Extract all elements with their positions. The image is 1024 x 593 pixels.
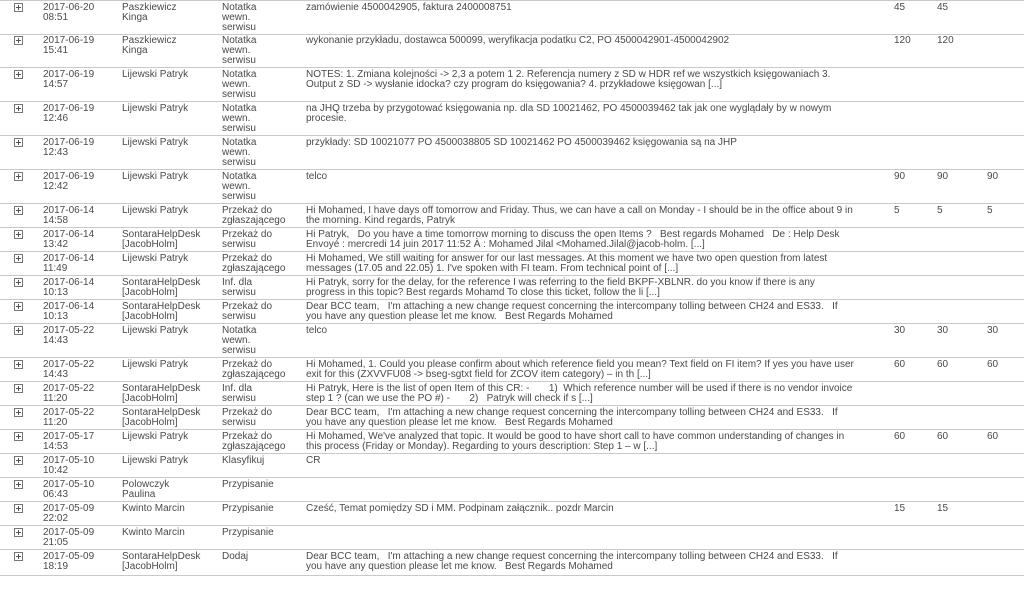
entry-user: Lijewski Patryk <box>122 359 189 370</box>
expand-plus-icon[interactable] <box>14 480 23 489</box>
entry-date: 2017-06-19 12:46 <box>43 103 95 124</box>
entry-date: 2017-05-10 06:43 <box>43 479 95 500</box>
entry-time-1: 60 <box>894 359 906 370</box>
entry-description: wykonanie przykładu, dostawca 500099, weryfikacja podatku C2, PO 4500042901-4500042902 <box>306 35 730 46</box>
entry-description: Dear BCC team, I'm attaching a new change request concerning the intercompany tolling between CH24 and ES33. If you have any question please let me know. Best Regards Mohamed <box>306 551 838 572</box>
entry-type: Dodaj <box>222 551 249 562</box>
entry-type: Klasyfikuj <box>222 455 265 466</box>
expand-plus-icon[interactable] <box>14 70 23 79</box>
entry-date: 2017-06-19 15:41 <box>43 35 95 56</box>
entry-time-3: 60 <box>987 359 999 370</box>
entry-description: Cześć, Temat pomiędzy SD i MM. Podpinam załącznik.. pozdr Marcin <box>306 503 614 514</box>
entry-user: Lijewski Patryk <box>122 253 189 264</box>
entry-date: 2017-05-10 10:42 <box>43 455 95 476</box>
entry-user: SontaraHelpDesk [JacobHolm] <box>122 301 201 322</box>
entry-user: Lijewski Patryk <box>122 69 189 80</box>
entry-date: 2017-05-09 18:19 <box>43 551 95 572</box>
entry-user: Paszkiewicz Kinga <box>122 2 177 23</box>
entry-date: 2017-06-14 13:42 <box>43 229 95 250</box>
entry-type: Przekaż do zgłaszającego <box>222 359 286 380</box>
entry-type: Inf. dla serwisu <box>222 277 256 298</box>
entry-user: Lijewski Patryk <box>122 137 189 148</box>
entry-date: 2017-05-22 11:20 <box>43 383 95 404</box>
entry-type: Notatka wewn. serwisu <box>222 325 257 356</box>
expand-plus-icon[interactable] <box>14 456 23 465</box>
entry-user: Lijewski Patryk <box>122 103 189 114</box>
entry-user: SontaraHelpDesk [JacobHolm] <box>122 229 201 250</box>
entry-user: SontaraHelpDesk [JacobHolm] <box>122 277 201 298</box>
expand-plus-icon[interactable] <box>14 230 23 239</box>
entry-description: telco <box>306 325 328 336</box>
table-row <box>0 430 1024 454</box>
entry-time-1: 60 <box>894 431 906 442</box>
entry-date: 2017-05-09 22:02 <box>43 503 95 524</box>
entry-type: Przypisanie <box>222 503 274 514</box>
expand-plus-icon[interactable] <box>14 432 23 441</box>
entry-description: Hi Patryk, Do you have a time tomorrow morning to discuss the open Items ? Best regards Mohamed De : Help Desk Envoyé : mercredi 14 juin 2017 11:52 À : Mohamed Jilal <Mohamed.Jilal@jacob-holm. [...] <box>306 229 840 250</box>
entry-user: Lijewski Patryk <box>122 431 189 442</box>
table-row <box>0 478 1024 502</box>
table-row <box>0 454 1024 478</box>
entry-time-2: 90 <box>937 171 949 182</box>
table-row <box>0 252 1024 276</box>
entry-type: Przekaż do zgłaszającego <box>222 431 286 452</box>
entry-date: 2017-06-14 11:49 <box>43 253 95 274</box>
entry-user: Kwinto Marcin <box>122 503 185 514</box>
entry-date: 2017-05-22 11:20 <box>43 407 95 428</box>
expand-plus-icon[interactable] <box>14 504 23 513</box>
entry-date: 2017-06-19 12:43 <box>43 137 95 158</box>
entry-user: Lijewski Patryk <box>122 205 189 216</box>
entry-time-2: 30 <box>937 325 949 336</box>
entry-date: 2017-06-14 10:13 <box>43 301 95 322</box>
entry-date: 2017-06-14 10:13 <box>43 277 95 298</box>
entry-description: Dear BCC team, I'm attaching a new change request concerning the intercompany tolling between CH24 and ES33. If you have any question please let me know. Best Regards Mohamed <box>306 301 838 322</box>
entry-type: Przekaż do serwisu <box>222 229 273 250</box>
table-row <box>0 136 1024 170</box>
entry-date: 2017-05-09 21:05 <box>43 527 95 548</box>
entry-time-3: 90 <box>987 171 999 182</box>
table-row <box>0 502 1024 526</box>
entry-user: Kwinto Marcin <box>122 527 185 538</box>
expand-plus-icon[interactable] <box>14 3 23 12</box>
table-row <box>0 34 1024 68</box>
entry-type: Notatka wewn. serwisu <box>222 137 257 168</box>
expand-plus-icon[interactable] <box>14 408 23 417</box>
entry-type: Przypisanie <box>222 527 274 538</box>
entry-time-3: 60 <box>987 431 999 442</box>
entry-description: Hi Patryk, sorry for the delay, for the reference I was referring to the field BKPF-XBLNR. do you know if there is any progress in this topic? Best regards Mohamd To close this ticket, follow the li [...] <box>306 277 815 298</box>
entry-time-2: 60 <box>937 359 949 370</box>
entry-description: NOTES: 1. Zmiana kolejności -> 2,3 a potem 1 2. Referencja numery z SD w HDR ref we wszystkich księgowaniach 3. Output z SD -> wysłanie idocka? czy program do księgowania? 4. przykładowe księgowan [...] <box>306 69 831 90</box>
entry-user: SontaraHelpDesk [JacobHolm] <box>122 407 201 428</box>
entry-type: Przekaż do serwisu <box>222 407 273 428</box>
entry-user: Lijewski Patryk <box>122 455 189 466</box>
entry-description: zamówienie 4500042905, faktura 2400008751 <box>306 2 512 13</box>
table-row <box>0 102 1024 136</box>
entry-description: przykłady: SD 10021077 PO 4500038805 SD 10021462 PO 4500039462 księgowania są na JHP <box>306 137 737 148</box>
entry-time-3: 30 <box>987 325 999 336</box>
expand-plus-icon[interactable] <box>14 302 23 311</box>
expand-plus-icon[interactable] <box>14 172 23 181</box>
entry-time-1: 5 <box>894 205 900 216</box>
entry-description: Dear BCC team, I'm attaching a new change request concerning the intercompany tolling between CH24 and ES33. If you have any question please let me know. Best Regards Mohamed <box>306 407 838 428</box>
entry-type: Przekaż do zgłaszającego <box>222 205 286 226</box>
entry-type: Notatka wewn. serwisu <box>222 171 257 202</box>
expand-plus-icon[interactable] <box>14 360 23 369</box>
table-row <box>0 406 1024 430</box>
table-row <box>0 228 1024 252</box>
entry-time-1: 90 <box>894 171 906 182</box>
entry-user: Polowczyk Paulina <box>122 479 170 500</box>
entry-type: Przypisanie <box>222 479 274 490</box>
entry-description: Hi Mohamed, We've analyzed that topic. It would be good to have short call to have common understanding of changes in this process (Friday or Monday). Regarding to yours description: Step 1 – w [...] <box>306 431 845 452</box>
entry-type: Przekaż do serwisu <box>222 301 273 322</box>
entry-date: 2017-06-19 12:42 <box>43 171 95 192</box>
entry-date: 2017-06-20 08:51 <box>43 2 95 23</box>
entry-time-1: 120 <box>894 35 911 46</box>
entry-type: Notatka wewn. serwisu <box>222 69 257 100</box>
expand-plus-icon[interactable] <box>14 138 23 147</box>
entry-description: telco <box>306 171 328 182</box>
table-row <box>0 382 1024 406</box>
entry-description: Hi Patryk, Here is the list of open Item of this CR: - 1) Which reference number will be used if there is no vendor invoice step 1 ? (can we use the PO #) - 2) Patryk will check if s [...] <box>306 383 853 404</box>
table-row <box>0 68 1024 102</box>
entry-time-2: 45 <box>937 2 949 13</box>
entry-time-1: 15 <box>894 503 906 514</box>
table-row <box>0 324 1024 358</box>
expand-plus-icon[interactable] <box>14 552 23 561</box>
entry-user: Paszkiewicz Kinga <box>122 35 177 56</box>
entry-type: Notatka wewn. serwisu <box>222 2 257 33</box>
entry-type: Inf. dla serwisu <box>222 383 256 404</box>
entry-description: Hi Mohamed, We still waiting for answer for our last messages. At this moment we have two open question from latest messages (17.05 and 22.05) 1. I've spoken with FI team. From technical point of [...] <box>306 253 828 274</box>
entry-description: Hi Mohamed, 1. Could you please confirm about which reference field you mean? Text field on FI item? If yes you have user exit for this (ZXVVFU08 -> bseg-sgtxt field for ZCOV item category) – in th [...] <box>306 359 854 380</box>
expand-plus-icon[interactable] <box>14 254 23 263</box>
table-row <box>0 170 1024 204</box>
entry-time-2: 60 <box>937 431 949 442</box>
entry-type: Notatka wewn. serwisu <box>222 35 257 66</box>
entry-date: 2017-06-19 14:57 <box>43 69 95 90</box>
entry-date: 2017-05-22 14:43 <box>43 359 95 380</box>
table-row <box>0 276 1024 300</box>
entry-time-3: 5 <box>987 205 993 216</box>
entry-time-2: 120 <box>937 35 954 46</box>
entry-description: na JHQ trzeba by przygotować księgowania np. dla SD 10021462, PO 4500039462 tak jak one wyglądały by w nowym procesie. <box>306 103 832 124</box>
table-row <box>0 204 1024 228</box>
expand-plus-icon[interactable] <box>14 278 23 287</box>
table-row <box>0 550 1024 576</box>
entry-type: Notatka wewn. serwisu <box>222 103 257 134</box>
expand-plus-icon[interactable] <box>14 206 23 215</box>
entry-time-1: 45 <box>894 2 906 13</box>
entry-date: 2017-06-14 14:58 <box>43 205 95 226</box>
expand-plus-icon[interactable] <box>14 528 23 537</box>
expand-plus-icon[interactable] <box>14 384 23 393</box>
entry-date: 2017-05-17 14:53 <box>43 431 95 452</box>
entry-user: SontaraHelpDesk [JacobHolm] <box>122 383 201 404</box>
entry-user: SontaraHelpDesk [JacobHolm] <box>122 551 201 572</box>
table-row <box>0 0 1024 35</box>
expand-plus-icon[interactable] <box>14 104 23 113</box>
entry-type: Przekaż do zgłaszającego <box>222 253 286 274</box>
table-row <box>0 300 1024 324</box>
entry-time-2: 5 <box>937 205 943 216</box>
entry-user: Lijewski Patryk <box>122 325 189 336</box>
entry-date: 2017-05-22 14:43 <box>43 325 95 346</box>
entry-time-2: 15 <box>937 503 949 514</box>
entry-description: Hi Mohamed, I have days off tomorrow and Friday. Thus, we can have a call on Monday - I should be in the office about 9 in the morning. Kind regards, Patryk <box>306 205 853 226</box>
entry-description: CR <box>306 455 321 466</box>
entry-user: Lijewski Patryk <box>122 171 189 182</box>
entry-time-1: 30 <box>894 325 906 336</box>
expand-plus-icon[interactable] <box>14 36 23 45</box>
table-row <box>0 526 1024 550</box>
table-row <box>0 358 1024 382</box>
expand-plus-icon[interactable] <box>14 326 23 335</box>
